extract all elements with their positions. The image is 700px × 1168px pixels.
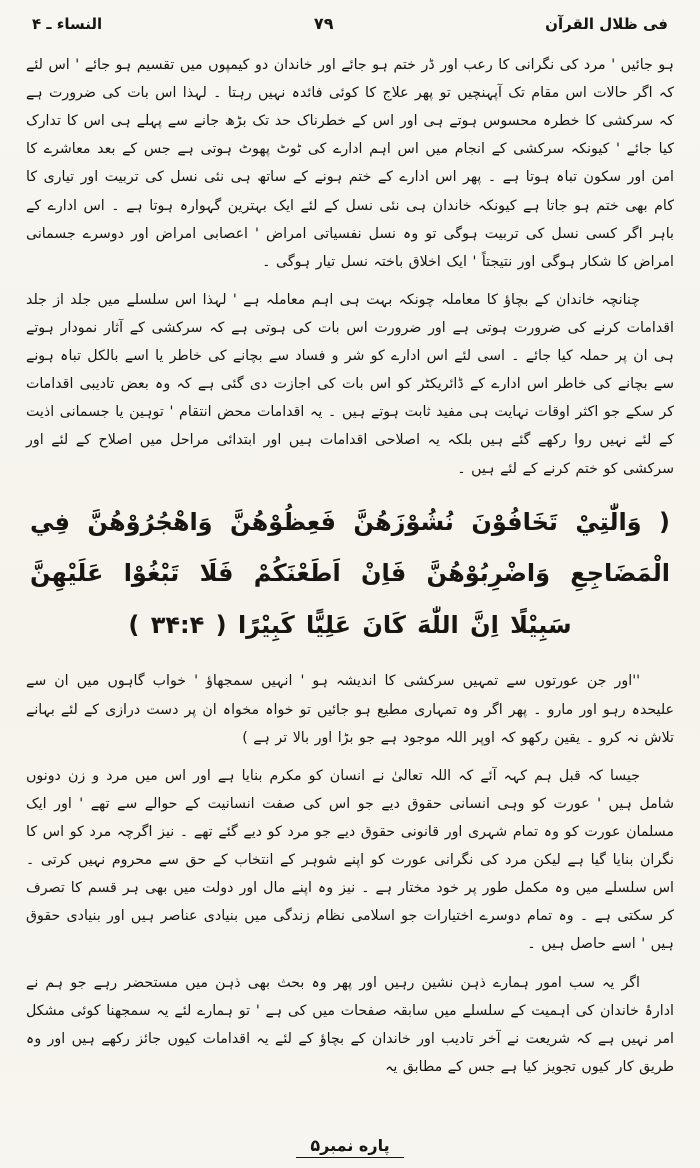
paragraph-conclusion: اگر یہ سب امور ہمارے ذہن نشین رہیں اور پھر وہ بحث بھی ذہن میں مستحضر رہے جو ہم نے ادارۂ خاندان کی اہمیت کے سلسلے میں سابقہ صفحات میں کی ہے ' تو ہمارے لئے یہ سمجھنا کوئی مشکل امر نہیں ہے کہ شریعت نے آخر تادیب اور خاندان کے بچاؤ کے لئے یہ اقدامات کیوں جائز رکھے ہیں اور وہ طریق کار کیوں تجویز کیا ہے جس کے مطابق یہ <box>26 974 674 1075</box>
paragraph-woman-rights: جیسا کہ قبل ہم کہہ آئے کہ اللہ تعالیٰ نے انسان کو مکرم بنایا ہے اور اس میں مرد و زن دونوں شامل ہیں ' عورت کو وہی انسانی حقوق دیے جو اس کی صفت انسانیت کے حوالے سے تھے ' اور ایک مسلمان عورت کو وہ تمام شہری اور قانونی حقوق دیے جو مرد کو دیے گئے تھے ۔ نیز اگرچہ مرد کو اس کا نگران بنایا گیا ہے لیکن مرد کی نگرانی عورت کو اپنے شوہر کے انتخاب کے حق سے محروم نہیں کرتی ۔ اس سلسلے میں وہ مکمل طور پر خود مختار ہے ۔ نیز وہ اپنے مال اور دولت میں بھی ہر قسم کا تصرف کر سکتی ہے ۔ وہ تمام دوسرے اختیارات جو اسلامی نظام زندگی میں بنیادی عناصر ہیں اور بنیادی حقوق ہیں ' اسے حاصل ہیں ۔ <box>26 767 674 953</box>
para-number-label: پاره نمبر۵ <box>296 1136 403 1158</box>
page-footer <box>0 1136 700 1158</box>
page-number: ۷۹ <box>313 14 334 33</box>
verse-translation-urdu: ''اور جن عورتوں سے تمہیں سرکشی کا اندیشہ ہو ' انہیں سمجھاؤ ' خواب گاہوں میں ان سے علیحدہ رہو اور مارو ۔ پھر اگر وہ تمہاری مطیع ہو جائیں تو خواہ مخواہ ان پر دست درازی کے لئے بہانے تلاش نہ کرو ۔ یقین رکھو کہ اوپر اللہ موجود ہے جو بڑا اور بالا تر ہے ) <box>26 673 674 746</box>
surah-label: النساء ـ ۴ <box>32 15 103 33</box>
commentary-text <box>26 51 674 1081</box>
book-title: فی ظلال القرآن <box>545 15 668 33</box>
quran-verse-arabic: ( وَالّٰتِيْ تَخَافُوْنَ نُشُوْزَهُنَّ فَعِظُوْهُنَّ وَاهْجُرُوْهُنَّ فِي الْمَضَاجِعِ وَاضْرِبُوْهُنَّ فَاِنْ اَطَعْنَكُمْ فَلَا تَبْغُوْا عَلَيْهِنَّ سَبِيْلًا اِنَّ اللّٰهَ كَانَ عَلِيًّا كَبِيْرًا ( ۳۴:۴ ) <box>30 507 670 639</box>
paragraph-continuation: ہو جائیں ' مرد کی نگرانی کا رعب اور ڈر ختم ہو جائے اور خاندان دو کیمپوں میں تقسیم ہو جائے ' اس لئے کہ اگر حالات اس مقام تک آپہنچیں تو پھر علاج کا کوئی فائدہ نہیں رہتا ۔ لہذا اس بات کی ضرورت ہے کہ سرکشی کا خطرہ محسوس ہوتے ہی اور اس کے خطرناک حد تک بڑھ جانے سے پہلے ہی اس کا تدارک کیا جائے ' کیونکہ سرکشی کے انجام میں اس اہم ادارے کی ٹوٹ پھوٹ ہوتی ہے جس کے بعد معاشرے کا امن اور سکون تباہ ہوتا ہے ۔ پھر اس ادارے کے ختم ہونے کے ساتھ ہی نئی نسل کی تربیت اور تیاری کا کام بھی ختم ہو جاتا ہے کیونکہ خاندان ہی نئی نسل کے لئے ایک بہترین گہوارہ ہوتا ہے ۔ اس ادارے کے باہر اگر کسی نسل کی تربیت ہوگی تو وہ نسل نفسیاتی امراض ' اعصابی امراض اور دوسرے جسمانی امراض کا شکار ہوگی اور نتیجتاً ' ایک اخلاق باختہ نسل تیار ہوگی ۔ <box>26 57 674 270</box>
paragraph-family-protection: چنانچہ خاندان کے بچاؤ کا معاملہ چونکہ بہت ہی اہم معاملہ ہے ' لہذا اس سلسلے میں جلد از جلد اقدامات کرنے کی ضرورت ہوتی ہے اور ضرورت اس بات کی ہوتی ہے کہ سرکشی کے آثار نمودار ہوتے ہی ان پر حملہ کیا جائے ۔ اسی لئے اس ادارے کو شر و فساد سے بچانے کی خاطر یا اسے بالکل تباہ ہونے سے بچانے کی خاطر اس ادارے کے ڈائریکٹر کو اس بات کی اجازت دی گئی ہے کہ وہ بعض تادیبی اقدامات کر سکے جو اکثر اوقات نہایت ہی مفید ثابت ہوتے ہیں ۔ یہ اقدامات محض انتقام ' توہین یا جسمانی اذیت کے لئے نہیں روا رکھے گئے ہیں بلکہ یہ اصلاحی اقدامات ہیں اور ابتدائی مراحل میں اصلاح کے لئے اور سرکشی کو ختم کرنے کے لئے ہیں ۔ <box>26 291 674 477</box>
page-header <box>26 14 674 33</box>
